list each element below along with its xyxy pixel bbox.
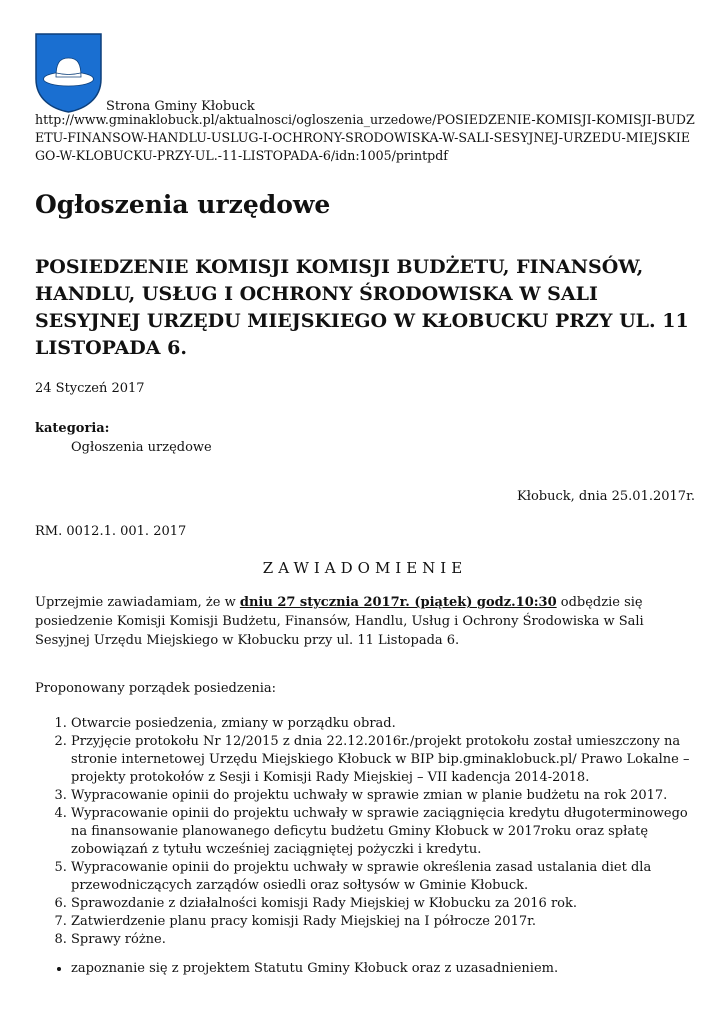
reference-number: RM. 0012.1. 001. 2017 — [35, 524, 187, 539]
agenda-label: Proponowany porządek posiedzenia: — [35, 681, 277, 696]
source-url[interactable]: http://www.gminaklobuck.pl/aktualnosci/ogloszenia_urzedowe/POSIEDZENIE-KOMISJI-KOMISJI-BUDZETU-FINANSOW-HANDLU-USLUG-I-OCHRONY-SRODOWISKA-W-SALI-SESYJNEJ-URZEDU-MIEJSKIEGO-W-KLOBUCKU-PRZY-UL.-11-LISTOPADA-6/idn:1005/printpdf — [35, 112, 695, 163]
category-value: Ogłoszenia urzędowe — [71, 440, 212, 455]
bullet-item: • zapoznanie się z projektem Statutu Gminy Kłobuck oraz z uzasadnieniem. — [71, 960, 695, 978]
article-title: POSIEDZENIE KOMISJI KOMISJI BUDŻETU, FINANSÓW, HANDLU, USŁUG I OCHRONY ŚRODOWISKA W SALI SESYJNEJ URZĘDU MIEJSKIEGO W KŁOBUCKU PRZY UL. 11 LISTOPADA 6. — [35, 256, 689, 359]
agenda-item: 3. Wypracowanie opinii do projektu uchwały w sprawie zmian w planie budżetu na rok 2017. — [71, 787, 695, 805]
agenda-list — [35, 715, 695, 949]
page-header — [35, 33, 695, 115]
section-title: Ogłoszenia urzędowe — [35, 190, 331, 219]
agenda-item: 4. Wypracowanie opinii do projektu uchwały w sprawie zaciągnięcia kredytu długoterminowego na finansowanie planowanego deficytu budżetu Gminy Kłobuck w 2017roku oraz spłatę zobowiązań z tytułu wcześniej zaciągniętej pożyczki i kredytu. — [71, 805, 695, 859]
category-label: kategoria: — [35, 421, 110, 436]
intro-paragraph — [35, 593, 695, 650]
agenda-item: 2. Przyjęcie protokołu Nr 12/2015 z dnia 22.12.2016r./projekt protokołu został umieszczony na stronie internetowej Urzędu Miejskiego Kłobuck w BIP bip.gminaklobuck.pl/ Prawo Lokalne – projekty protokołów z Sesji i Komisji Rady Miejskiej – VII kadencja 2014-2018. — [71, 733, 695, 787]
meeting-date-emphasis: dniu 27 stycznia 2017r. (piątek) godz.10:30 — [239, 595, 557, 610]
intro-text-before: Uprzejmie zawiadamiam, że w — [35, 595, 240, 610]
agenda-item: 1. Otwarcie posiedzenia, zmiany w porządku obrad. — [71, 715, 695, 733]
printed-page — [35, 33, 695, 978]
coat-of-arms-icon — [35, 33, 102, 113]
notice-title: ZAWIADOMIENIE — [262, 559, 468, 577]
agenda-item: 8. Sprawy różne. — [71, 931, 695, 949]
agenda-item: 6. Sprawozdanie z działalności komisji Rady Miejskiej w Kłobucku za 2016 rok. — [71, 895, 695, 913]
agenda-item: 7. Zatwierdzenie planu pracy komisji Rady Miejskiej na I półrocze 2017r. — [71, 913, 695, 931]
agenda-item: 5. Wypracowanie opinii do projektu uchwały w sprawie określenia zasad ustalania diet dla przewodniczących zarządów osiedli oraz sołtysów w Gminie Kłobuck. — [71, 859, 695, 895]
place-and-date: Kłobuck, dnia 25.01.2017r. — [517, 489, 695, 504]
intro-text-after: odbędzie się posiedzenie Komisji Komisji Budżetu, Finansów, Handlu, Usług i Ochrony Środowiska w Sali Sesyjnej Urzędu Miejskiego w Kłobucku przy ul. 11 Listopada 6. — [35, 595, 644, 648]
publish-date: 24 Styczeń 2017 — [35, 381, 145, 396]
bullet-list — [35, 960, 695, 978]
site-name: Strona Gminy Kłobuck — [106, 99, 255, 114]
